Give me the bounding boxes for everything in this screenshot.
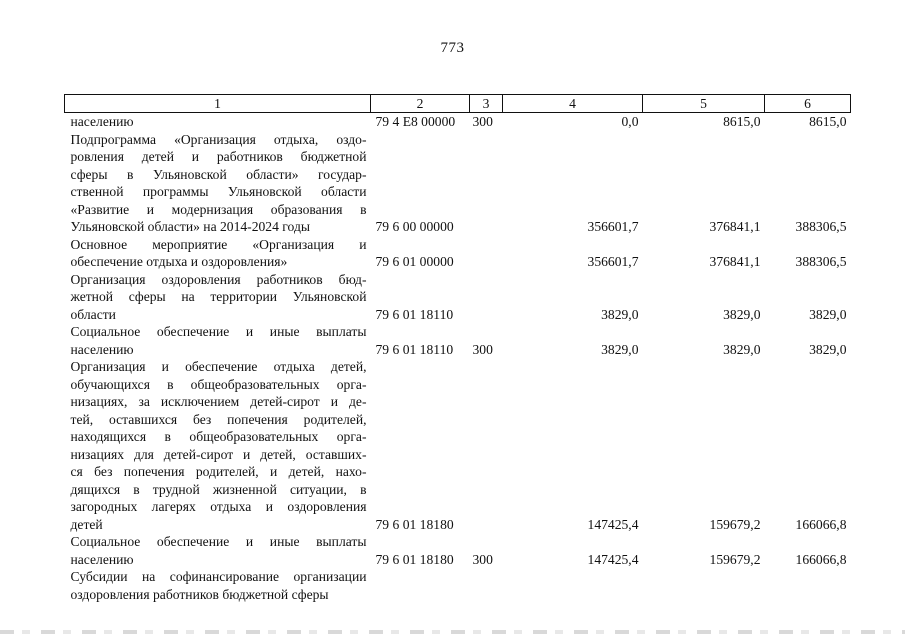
row-description bbox=[65, 533, 371, 568]
row-description bbox=[65, 568, 371, 603]
table-row bbox=[65, 358, 851, 533]
description-line: населению bbox=[70, 114, 134, 129]
description-line: ся без попечения родителей, и детей, нахо- bbox=[70, 464, 367, 479]
row-value-col4: 356601,7 bbox=[587, 254, 639, 269]
scan-edge-artifact bbox=[0, 630, 905, 634]
row-code: 79 6 01 18110 bbox=[375, 341, 454, 357]
description-line: детей bbox=[70, 516, 103, 532]
description-line: Социальное обеспечение и иные выплаты bbox=[70, 324, 367, 339]
row-value-col6: 166066,8 bbox=[795, 516, 847, 532]
row-expense-type: 300 bbox=[472, 114, 493, 129]
row-expense-type: 300 bbox=[472, 341, 493, 357]
description-line: населению bbox=[70, 551, 134, 567]
description-line: тей, оставшихся без попечения родителей, bbox=[70, 411, 367, 427]
header-col-3: 3 bbox=[470, 95, 503, 113]
row-description bbox=[65, 131, 371, 236]
row-value-col5: 8615,0 bbox=[723, 114, 761, 129]
row-value-col4: 3829,0 bbox=[601, 341, 639, 357]
description-line: жетной сферы на территории Ульяновской bbox=[70, 289, 367, 304]
row-value-col6: 388306,5 bbox=[795, 254, 847, 269]
header-col-1: 1 bbox=[65, 95, 371, 113]
description-line: низациях для детей-сирот и детей, оставших- bbox=[70, 446, 367, 462]
budget-table bbox=[64, 94, 851, 603]
row-value-col5: 376841,1 bbox=[709, 254, 761, 269]
row-code bbox=[371, 568, 470, 603]
row-value-col6: 3829,0 bbox=[809, 306, 847, 322]
row-value-col6: 166066,8 bbox=[795, 551, 847, 567]
row-code: 79 6 00 00000 bbox=[375, 219, 454, 234]
description-line: обучающихся в общеобразовательных орга- bbox=[70, 376, 367, 392]
row-code: 79 6 01 00000 bbox=[375, 254, 454, 269]
description-line: сферы в Ульяновской области» государ- bbox=[70, 166, 367, 182]
row-value-col4: 356601,7 bbox=[587, 219, 639, 234]
table-body bbox=[65, 113, 851, 604]
table-row bbox=[65, 271, 851, 324]
header-col-4: 4 bbox=[503, 95, 643, 113]
row-value-col5: 159679,2 bbox=[709, 516, 761, 532]
row-description bbox=[65, 113, 371, 131]
row-expense-type bbox=[470, 358, 503, 533]
table-row bbox=[65, 236, 851, 271]
table-row bbox=[65, 323, 851, 358]
description-line: ственной программы Ульяновской области bbox=[70, 184, 367, 199]
description-line: «Развитие и модернизация образования в bbox=[70, 201, 367, 217]
description-line: Организация оздоровления работников бюд- bbox=[70, 271, 367, 287]
row-value-col5 bbox=[643, 568, 765, 603]
table-row bbox=[65, 113, 851, 131]
table-header bbox=[65, 95, 851, 113]
row-value-col4: 147425,4 bbox=[587, 551, 639, 567]
row-value-col5: 3829,0 bbox=[723, 306, 761, 322]
row-code: 79 4 E8 00000 bbox=[375, 114, 456, 129]
description-line: области bbox=[70, 306, 116, 322]
row-code: 79 6 01 18180 bbox=[375, 551, 454, 567]
description-line: Социальное обеспечение и иные выплаты bbox=[70, 534, 367, 549]
row-description bbox=[65, 358, 371, 533]
row-value-col6: 3829,0 bbox=[809, 341, 847, 357]
description-line: Ульяновской области» на 2014-2024 годы bbox=[70, 219, 310, 234]
row-value-col4: 3829,0 bbox=[601, 306, 639, 322]
row-expense-type bbox=[470, 236, 503, 271]
description-line: Субсидии на софинансирование организации bbox=[70, 569, 367, 584]
row-description bbox=[65, 271, 371, 324]
description-line: Основное мероприятие «Организация и bbox=[70, 236, 367, 252]
row-code: 79 6 01 18180 bbox=[375, 516, 454, 532]
row-expense-type: 300 bbox=[472, 551, 493, 567]
table-row bbox=[65, 568, 851, 603]
header-col-2: 2 bbox=[371, 95, 470, 113]
row-value-col4: 147425,4 bbox=[587, 516, 639, 532]
row-value-col5: 159679,2 bbox=[709, 551, 761, 567]
description-line: ровления детей и работников бюджетной bbox=[70, 149, 367, 164]
row-value-col4: 0,0 bbox=[621, 114, 639, 129]
row-code: 79 6 01 18110 bbox=[375, 306, 454, 322]
row-description bbox=[65, 236, 371, 271]
row-expense-type bbox=[470, 271, 503, 324]
page-number: 773 bbox=[440, 40, 465, 56]
description-line: обеспечение отдыха и оздоровления» bbox=[70, 254, 288, 269]
table-row bbox=[65, 131, 851, 236]
row-description bbox=[65, 323, 371, 358]
row-value-col6: 388306,5 bbox=[795, 219, 847, 234]
row-expense-type bbox=[470, 568, 503, 603]
description-line: населению bbox=[70, 341, 134, 357]
header-col-5: 5 bbox=[643, 95, 765, 113]
description-line: Подпрограмма «Организация отдыха, оздо- bbox=[70, 131, 367, 147]
row-value-col5: 376841,1 bbox=[709, 219, 761, 234]
description-line: низациях, за исключением детей-сирот и де- bbox=[70, 394, 367, 409]
row-value-col6 bbox=[765, 568, 851, 603]
table-row bbox=[65, 533, 851, 568]
row-expense-type bbox=[470, 131, 503, 236]
header-col-6: 6 bbox=[765, 95, 851, 113]
description-line: загородных лагерях отдыха и оздоровления bbox=[70, 499, 367, 514]
description-line: оздоровления работников бюджетной сферы bbox=[70, 586, 329, 602]
description-line: дящихся в трудной жизненной ситуации, в bbox=[70, 481, 367, 497]
description-line: Организация и обеспечение отдыха детей, bbox=[70, 359, 367, 374]
header-row bbox=[65, 95, 851, 113]
description-line: находящихся в общеобразовательных орга- bbox=[70, 429, 367, 444]
row-value-col4 bbox=[503, 568, 643, 603]
row-value-col5: 3829,0 bbox=[723, 341, 761, 357]
row-value-col6: 8615,0 bbox=[809, 114, 847, 129]
